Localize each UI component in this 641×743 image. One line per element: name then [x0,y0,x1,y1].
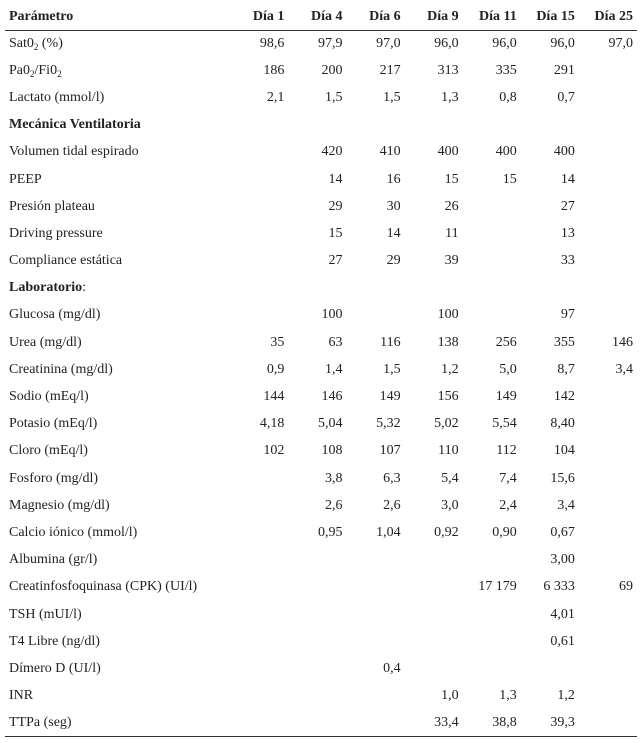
value-cell: 3,4 [615,361,633,377]
value-cell [288,275,346,302]
value-cell [579,465,637,492]
header-dia-9: Día 9 [405,4,463,30]
value-cell: 27 [328,253,343,269]
value-cell: 1,0 [441,688,459,704]
value-cell: 186 [263,62,285,78]
parameter-label: Mecánica Ventilatoria [9,117,141,133]
value-cell [405,655,463,682]
value-cell [347,601,405,628]
value-cell [405,547,463,574]
value-cell [579,302,637,329]
parameter-cell [5,139,230,166]
value-cell [347,547,405,574]
value-cell: 355 [553,334,575,350]
value-cell [579,655,637,682]
value-cell [230,519,288,546]
parameter-label: Creatinina (mg/dl) [9,361,113,377]
value-cell: 97,0 [608,35,633,51]
parameter-label: T4 Libre (ng/dl) [9,633,100,649]
table-row [5,166,637,193]
table-body [5,30,637,737]
parameter-cell [5,84,230,111]
value-cell [347,112,405,139]
value-cell: 15 [502,171,517,187]
value-cell: 217 [379,62,401,78]
value-cell: 400 [553,144,575,160]
header-dia-15: Día 15 [521,4,579,30]
value-cell: 313 [437,62,459,78]
value-cell [463,302,521,329]
table-row [5,248,637,275]
value-cell [405,574,463,601]
table-row [5,193,637,220]
value-cell: 98,6 [259,35,285,51]
value-cell: 5,02 [434,416,459,432]
value-cell: 400 [495,144,517,160]
parameter-cell [5,57,230,84]
parameter-label: Laboratorio [9,280,83,296]
value-cell: 5,54 [492,416,517,432]
value-cell [463,193,521,220]
value-cell: 107 [379,443,401,459]
value-cell [579,84,637,111]
value-cell: 97,9 [318,35,343,51]
value-cell: 11 [445,225,459,241]
value-cell: 5,0 [499,361,517,377]
header-parametro: Parámetro [5,4,230,30]
value-cell: 0,7 [557,89,575,105]
parameter-label-suffix: : [82,280,86,296]
value-cell: 0,61 [550,633,575,649]
value-cell [230,193,288,220]
header-dia-25: Día 25 [579,4,637,30]
value-cell: 29 [328,198,343,214]
value-cell [230,220,288,247]
value-cell: 15 [328,225,343,241]
value-cell: 1,5 [383,89,401,105]
value-cell [230,492,288,519]
value-cell: 17 179 [478,579,517,595]
parameter-cell [5,193,230,220]
value-cell: 100 [437,307,459,323]
value-cell [579,112,637,139]
table-row [5,710,637,737]
parameter-cell [5,683,230,710]
value-cell [579,411,637,438]
value-cell [230,628,288,655]
value-cell: 110 [438,443,459,459]
parameter-label: Magnesio (mg/dl) [9,497,110,513]
parameter-label: Potasio (mEq/l) [9,416,98,432]
table-row [5,683,637,710]
value-cell: 146 [321,389,343,405]
value-cell: 30 [386,198,401,214]
value-cell [230,166,288,193]
table-row [5,628,637,655]
parameter-cell [5,220,230,247]
value-cell [579,547,637,574]
value-cell: 97,0 [376,35,401,51]
value-cell [463,248,521,275]
value-cell: 0,92 [434,524,459,540]
value-cell: 6 333 [543,579,575,595]
parameter-cell [5,601,230,628]
parameter-label: Compliance estática [9,253,123,269]
parameter-label-suffix: /Fi0 [34,62,58,78]
value-cell: 112 [496,443,517,459]
value-cell: 14 [386,225,401,241]
value-cell [230,710,288,737]
parameter-cell [5,329,230,356]
value-cell: 102 [263,443,285,459]
table-row [5,519,637,546]
value-cell: 3,8 [325,470,343,486]
value-cell [230,139,288,166]
value-cell: 14 [328,171,343,187]
parameter-cell [5,275,230,302]
parameter-label: TSH (mUI/l) [9,606,82,622]
value-cell [230,112,288,139]
parameter-label: Sat0 [9,35,34,51]
parameter-cell [5,465,230,492]
value-cell [579,57,637,84]
value-cell [230,465,288,492]
value-cell: 410 [379,144,401,160]
parameter-label: Creatinfosfoquinasa (CPK) (UI/l) [9,579,198,595]
value-cell: 156 [437,389,459,405]
table-row [5,383,637,410]
value-cell [579,601,637,628]
value-cell: 0,4 [383,660,401,676]
parameter-cell [5,438,230,465]
value-cell [579,438,637,465]
value-cell [405,601,463,628]
value-cell [230,683,288,710]
parameter-subscript: 2 [33,41,39,52]
value-cell: 144 [263,389,285,405]
value-cell: 5,04 [318,416,343,432]
parameter-cell [5,411,230,438]
value-cell: 15 [444,171,459,187]
value-cell: 5,4 [441,470,459,486]
value-cell [230,302,288,329]
value-cell: 4,18 [259,416,285,432]
value-cell [521,655,579,682]
parameter-label: Calcio iónico (mmol/l) [9,524,138,540]
value-cell: 16 [386,171,401,187]
value-cell: 5,32 [376,416,401,432]
header-dia-1: Día 1 [230,4,288,30]
value-cell: 1,3 [441,89,459,105]
table-row [5,329,637,356]
value-cell [579,275,637,302]
value-cell [288,710,346,737]
value-cell [463,601,521,628]
value-cell: 96,0 [550,35,575,51]
parameter-label: Sodio (mEq/l) [9,389,89,405]
value-cell: 3,4 [557,497,575,513]
table-row [5,438,637,465]
value-cell: 4,01 [550,606,575,622]
value-cell: 96,0 [492,35,517,51]
table-row [5,574,637,601]
value-cell: 8,40 [550,416,575,432]
value-cell [405,628,463,655]
value-cell [463,628,521,655]
value-cell [579,193,637,220]
parameter-subscript: 2 [57,68,62,79]
parameter-cell [5,547,230,574]
value-cell: 14 [560,171,575,187]
value-cell: 1,5 [383,361,401,377]
table-row [5,139,637,166]
value-cell: 35 [270,334,285,350]
value-cell: 38,8 [463,710,521,737]
value-cell: 335 [495,62,517,78]
value-cell: 96,0 [434,35,459,51]
parameter-cell [5,628,230,655]
parameter-label: Lactato (mmol/l) [9,89,105,105]
table-row [5,655,637,682]
parameter-label: Pa0 [9,62,30,78]
table-row [5,30,637,57]
value-cell [579,139,637,166]
table-row [5,356,637,383]
value-cell [579,220,637,247]
value-cell: 1,2 [557,688,575,704]
value-cell [288,112,346,139]
parameter-label-suffix: (%) [38,35,63,51]
value-cell [521,275,579,302]
table-row [5,411,637,438]
parameter-label: Presión plateau [9,198,95,214]
parameter-label: Urea (mg/dl) [9,334,82,350]
value-cell: 8,7 [557,361,575,377]
value-cell: 1,04 [376,524,401,540]
value-cell [579,492,637,519]
value-cell: 33,4 [405,710,463,737]
value-cell: 149 [495,389,517,405]
value-cell: 2,4 [499,497,517,513]
value-cell: 200 [321,62,343,78]
value-cell: 0,8 [499,89,517,105]
value-cell: 3,00 [550,552,575,568]
value-cell [405,112,463,139]
value-cell: 69 [619,579,633,595]
value-cell: 97 [560,307,575,323]
value-cell: 149 [379,389,401,405]
value-cell: 420 [321,144,343,160]
value-cell [347,302,405,329]
value-cell [288,547,346,574]
value-cell [230,248,288,275]
parameter-cell [5,356,230,383]
parameter-label: Driving pressure [9,225,103,241]
value-cell: 2,6 [325,497,343,513]
value-cell [288,628,346,655]
parameter-cell [5,519,230,546]
value-cell: 26 [444,198,459,214]
value-cell: 291 [553,62,575,78]
value-cell: 6,3 [383,470,401,486]
parameter-cell [5,655,230,682]
parameter-subscript: 2 [30,68,35,79]
value-cell [288,601,346,628]
value-cell [230,601,288,628]
header-row [5,4,637,30]
value-cell [463,655,521,682]
value-cell [288,683,346,710]
parameter-label: Albumina (gr/l) [9,552,98,568]
value-cell [347,275,405,302]
value-cell: 39,3 [521,710,579,737]
value-cell [347,710,405,737]
table-row [5,84,637,111]
value-cell: 104 [553,443,575,459]
parameter-cell [5,492,230,519]
parameter-label: PEEP [9,171,42,187]
value-cell: 100 [321,307,343,323]
value-cell [579,628,637,655]
value-cell [463,275,521,302]
value-cell: 400 [437,144,459,160]
value-cell: 3,0 [441,497,459,513]
value-cell [230,275,288,302]
value-cell [405,275,463,302]
value-cell [347,683,405,710]
value-cell: 1,4 [325,361,343,377]
value-cell: 7,4 [499,470,517,486]
parameter-cell [5,574,230,601]
value-cell: 0,95 [318,524,343,540]
parameter-cell [5,383,230,410]
header-dia-4: Día 4 [288,4,346,30]
value-cell [463,547,521,574]
value-cell [579,166,637,193]
parameter-cell [5,112,230,139]
value-cell [288,574,346,601]
value-cell [579,383,637,410]
value-cell: 0,67 [550,524,575,540]
parameter-cell [5,166,230,193]
parameter-label: Volumen tidal espirado [9,144,139,160]
section-row [5,275,637,302]
value-cell [230,547,288,574]
value-cell: 1,3 [499,688,517,704]
parameter-label: INR [9,688,34,704]
value-cell: 256 [495,334,517,350]
parameter-cell [5,30,230,57]
value-cell: 138 [437,334,459,350]
table-row [5,302,637,329]
table-row [5,601,637,628]
section-row [5,112,637,139]
value-cell: 2,1 [266,89,285,105]
value-cell: 27 [560,198,575,214]
table-row [5,220,637,247]
value-cell [579,519,637,546]
value-cell [230,655,288,682]
parameter-cell [5,248,230,275]
value-cell: 15,6 [550,470,575,486]
table-row [5,465,637,492]
value-cell: 146 [612,334,633,350]
parameter-cell [5,710,230,737]
value-cell [579,248,637,275]
parameter-label: Fosforo (mg/dl) [9,470,99,486]
parameter-label: TTPa (seg) [9,715,72,731]
parameter-cell [5,302,230,329]
value-cell: 2,6 [383,497,401,513]
value-cell [347,628,405,655]
value-cell: 1,5 [325,89,343,105]
header-dia-11: Día 11 [463,4,521,30]
value-cell [463,112,521,139]
value-cell: 0,9 [266,361,285,377]
table-header [5,4,637,30]
value-cell: 29 [386,253,401,269]
value-cell [579,710,637,737]
value-cell [230,574,288,601]
table-row [5,57,637,84]
value-cell: 13 [560,225,575,241]
value-cell [463,220,521,247]
table-row [5,492,637,519]
parameter-label: Dímero D (UI/l) [9,660,101,676]
value-cell: 33 [560,253,575,269]
value-cell: 142 [553,389,575,405]
value-cell: 0,90 [492,524,517,540]
clinical-data-table [5,4,637,737]
value-cell: 108 [321,443,343,459]
value-cell [521,112,579,139]
value-cell [579,683,637,710]
table-row [5,547,637,574]
parameter-label: Glucosa (mg/dl) [9,307,101,323]
parameter-label: Cloro (mEq/l) [9,443,88,459]
value-cell: 116 [380,334,401,350]
value-cell: 63 [328,334,343,350]
value-cell: 1,2 [441,361,459,377]
value-cell [288,655,346,682]
value-cell [347,574,405,601]
value-cell: 39 [444,253,459,269]
header-dia-6: Día 6 [347,4,405,30]
